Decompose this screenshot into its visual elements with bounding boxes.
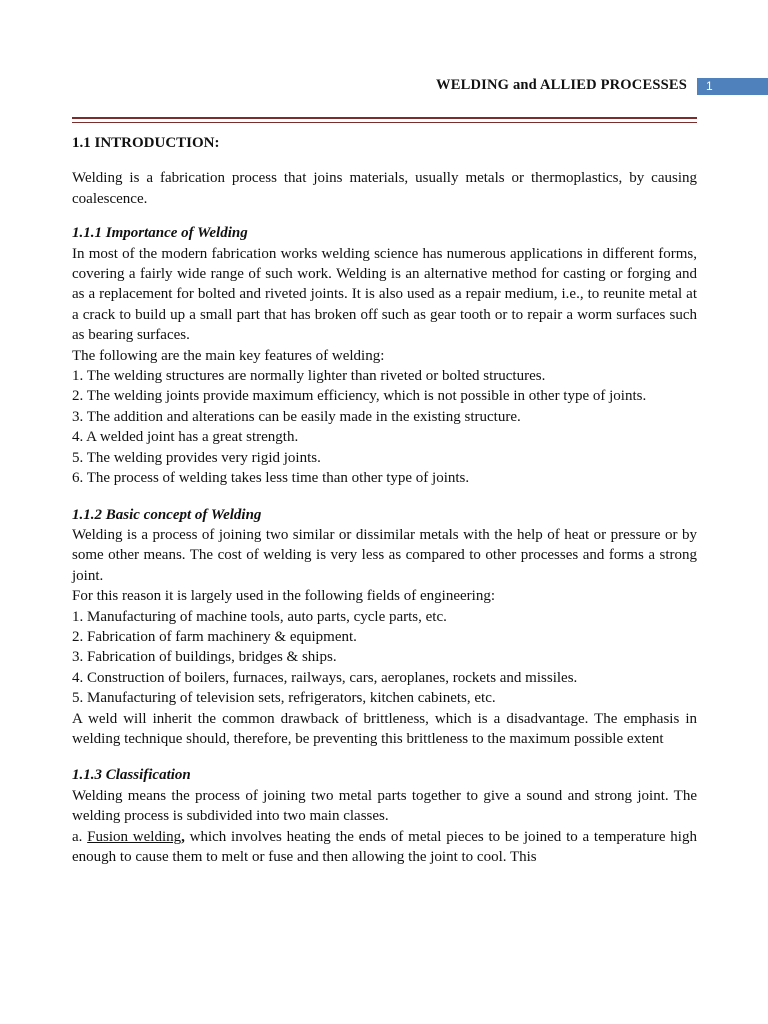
section-heading-basic-concept: 1.1.2 Basic concept of Welding <box>72 506 262 523</box>
section-heading-importance: 1.1.1 Importance of Welding <box>72 225 248 242</box>
term-comma: , <box>181 828 185 845</box>
header-rule-thick <box>72 117 697 119</box>
brittleness-paragraph: A weld will inherit the common drawback of brittleness, which is a disadvantage. The emphasis in welding technique should, therefore, be preventing this brittleness to the maximum possible extent <box>72 710 697 747</box>
fusion-welding-description: which involves heating the ends of metal pieces to be joined to a temperature high enough to cause them to melt or fuse and then allowing the joint to cool. This <box>72 828 697 865</box>
feature-item: 4. A welded joint has a great strength. <box>72 429 299 446</box>
importance-paragraph: In most of the modern fabrication works welding science has numerous applications in different forms, covering a fairly wide range of such work. Welding is an alternative method for casting or forging and as a replacement for bolted and riveted joints. It is also used as a repair medium, i.e., to reunite metal at a crack to build up a small part that has broken off such as gear tooth or to repair a worm surfaces such as bearing surfaces. <box>72 245 697 344</box>
page-number: 1 <box>706 79 713 93</box>
field-item: 1. Manufacturing of machine tools, auto parts, cycle parts, etc. <box>72 608 447 625</box>
header-title: WELDING and ALLIED PROCESSES <box>436 77 687 93</box>
fusion-welding-item <box>72 827 697 868</box>
section-heading-introduction: 1.1 INTRODUCTION: <box>72 135 220 151</box>
feature-item: 6. The process of welding takes less time than other type of joints. <box>72 470 470 487</box>
document-body <box>72 133 697 867</box>
item-prefix: a. <box>72 828 88 845</box>
field-item: 5. Manufacturing of television sets, refrigerators, kitchen cabinets, etc. <box>72 690 496 707</box>
feature-item: 5. The welding provides very rigid joints. <box>72 449 321 466</box>
page-number-badge <box>697 78 768 95</box>
section-heading-classification: 1.1.3 Classification <box>72 767 191 784</box>
fusion-welding-term: Fusion welding <box>87 828 182 845</box>
field-item: 2. Fabrication of farm machinery & equipment. <box>72 628 357 645</box>
basic-concept-paragraph: Welding is a process of joining two similar or dissimilar metals with the help of heat or pressure or by some other means. The cost of welding is very less as compared to other processes and forms a strong joint. <box>72 526 697 584</box>
field-item: 3. Fabrication of buildings, bridges & ships. <box>72 649 337 666</box>
classification-paragraph: Welding means the process of joining two metal parts together to give a sound and strong joint. The welding process is subdivided into two main classes. <box>72 787 697 825</box>
feature-item: 2. The welding joints provide maximum efficiency, which is not possible in other type of joints. <box>72 388 647 405</box>
feature-item: 1. The welding structures are normally lighter than riveted or bolted structures. <box>72 368 546 385</box>
header-rule-thin <box>72 122 697 123</box>
feature-item: 3. The addition and alterations can be easily made in the existing structure. <box>72 408 521 425</box>
fields-lead: For this reason it is largely used in the following fields of engineering: <box>72 588 495 605</box>
field-item: 4. Construction of boilers, furnaces, railways, cars, aeroplanes, rockets and missiles. <box>72 669 578 686</box>
features-lead: The following are the main key features of welding: <box>72 347 385 364</box>
intro-paragraph: Welding is a fabrication process that joins materials, usually metals or thermoplastics, by causing coalescence. <box>72 170 697 207</box>
